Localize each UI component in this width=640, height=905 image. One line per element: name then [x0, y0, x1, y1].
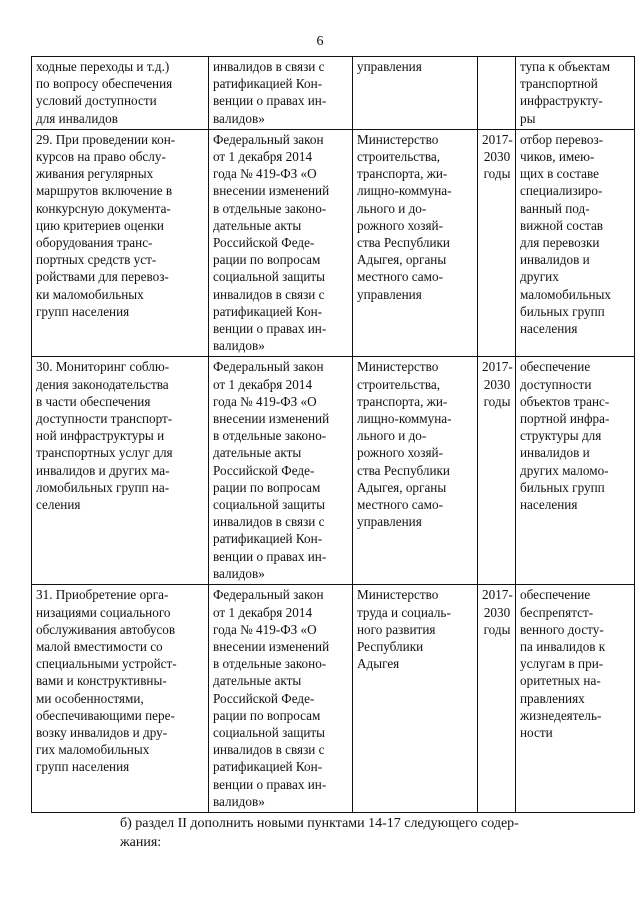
instruction-line: жания: — [120, 835, 162, 850]
legal-basis-cell — [209, 585, 353, 813]
period-cell — [478, 129, 516, 357]
period-text: 2017- 2030 годы — [482, 131, 513, 182]
page-number: 6 — [316, 34, 324, 49]
measure-cell — [32, 129, 209, 357]
legal-basis-cell — [209, 57, 353, 130]
legal-basis-text: Федеральный закон от 1 декабря 2014 года № 419-ФЗ «О внесении изменений в отдельные законо- дательные акты Российской Феде- рации по вопросам социальной защиты инвалидов в связи с ратификацией Кон- венции о правах ин- валидов» — [213, 587, 330, 809]
legal-basis-text: Федеральный закон от 1 декабря 2014 года № 419-ФЗ «О внесении изменений в отдельные законо- дательные акты Российской Феде- рации по вопросам социальной защиты инвалидов в связи с ратификацией Кон- венции о правах ин- валидов» — [213, 359, 330, 581]
instruction-line: б) раздел II дополнить новыми пунктами 14-17 следующего содер- — [120, 816, 519, 831]
legal-basis-cell — [209, 357, 353, 585]
legal-basis-cell — [209, 129, 353, 357]
table-row — [32, 57, 635, 130]
responsible-text: Министерство строительства, транспорта, жи- лищно-коммуна- льного и до- рожного хозяй- ства Республики Адыгея, органы местного само- управления — [357, 131, 452, 302]
period-cell — [478, 57, 516, 130]
result-text: обеспечение доступности объектов транс- портной инфра- структуры для инвалидов и других маломо- бильных групп населения — [520, 359, 610, 513]
period-cell — [478, 585, 516, 813]
table-row — [32, 585, 635, 813]
result-text: отбор перевоз- чиков, имею- щих в составе специализиро- ванный под- вижной состав для перевозки инвалидов и других маломобильных бильных групп населения — [520, 131, 611, 337]
measure-cell — [32, 585, 209, 813]
responsible-text: Министерство труда и социаль- ного развития Республики Адыгея — [357, 587, 451, 672]
responsible-cell — [353, 357, 478, 585]
responsible-text: управления — [357, 59, 422, 74]
responsible-text: Министерство строительства, транспорта, жи- лищно-коммуна- льного и до- рожного хозяй- ства Республики Адыгея, органы местного само- управления — [357, 359, 452, 530]
table-row — [32, 129, 635, 357]
legal-basis-text: инвалидов в связи с ратификацией Кон- венции о правах ин- валидов» — [213, 59, 327, 126]
measure-text: 31. Приобретение орга- низациями социального обслуживания автобусов малой вместимости со специальными устройст- вами и конструктивны- ми особенностями, обеспечивающими пере- возку инвалидов и дру- гих маломобильных групп населения — [36, 587, 177, 775]
measures-table — [31, 56, 635, 813]
amendment-instruction — [58, 814, 618, 852]
result-cell — [516, 57, 635, 130]
result-text: тупа к объектам транспортной инфраструкту- ры — [520, 59, 611, 126]
result-cell — [516, 585, 635, 813]
measure-text: 29. При проведении кон- курсов на право обслу- живания регулярных маршрутов включение в конкурсную документа- цию критериев оценки оборудования транс- портных средств уст- ройствами для перевоз- ки маломобильных групп населения — [36, 131, 176, 319]
responsible-cell — [353, 129, 478, 357]
measure-cell — [32, 57, 209, 130]
result-cell — [516, 129, 635, 357]
result-cell — [516, 357, 635, 585]
responsible-cell — [353, 57, 478, 130]
period-cell — [478, 357, 516, 585]
measure-text: 30. Мониторинг соблю- дения законодательства в части обеспечения доступности транспорт- ной инфраструктуры и транспортных услуг для инвалидов и других ма- ломобильных групп на- селения — [36, 359, 173, 513]
table-row — [32, 357, 635, 585]
period-text: 2017- 2030 годы — [482, 587, 513, 637]
result-text: обеспечение беспрепятст- венного досту- па инвалидов к услугам в при- оритетных на- правлениях жизнедеятель- ности — [520, 587, 606, 741]
legal-basis-text: Федеральный закон от 1 декабря 2014 года № 419-ФЗ «О внесении изменений в отдельные законо- дательные акты Российской Феде- рации по вопросам социальной защиты инвалидов в связи с ратификацией Кон- венции о правах ин- валидов» — [213, 131, 330, 354]
measure-text: ходные переходы и т.д.) по вопросу обеспечения условий доступности для инвалидов — [36, 59, 173, 126]
period-text: 2017- 2030 годы — [482, 359, 513, 409]
measure-cell — [32, 357, 209, 585]
responsible-cell — [353, 585, 478, 813]
